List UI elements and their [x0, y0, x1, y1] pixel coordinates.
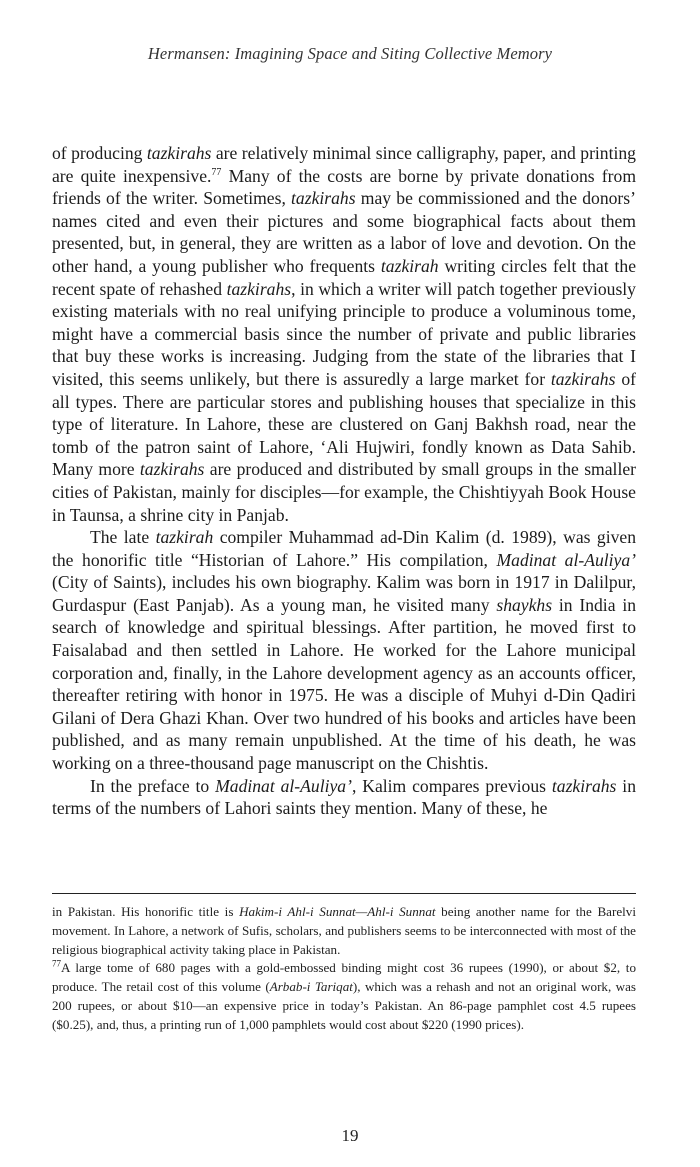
italic-term: shaykhs — [496, 594, 553, 615]
text-run: In the preface to — [90, 775, 216, 796]
text-run: writing circles felt that the recent spate of rehashed — [52, 255, 636, 299]
italic-term: Arbab-i Tariqat — [269, 979, 353, 995]
footnotes — [52, 903, 636, 1035]
text-run: in India in search of knowledge and spiritual blessings. After partition, he moved first to Faisalabad and then settled in Lahore. He worked for the Lahore municipal corporation and, finally, in the Lahore development agency as an accounts officer, thereafter retiring with honor in 1975. He was a disciple of Muhyi d-Din Qadiri Gilani of Dera Ghazi Khan. Over two hundred of his books and articles have been published, and as many remain unpublished. At the time of his death, he was working on a three-thousand page manuscript on the Chishtis. — [52, 594, 636, 774]
text-run: , Kalim compares previous — [351, 775, 552, 796]
paragraph-3 — [52, 775, 636, 820]
italic-term: tazkirahs — [550, 368, 616, 389]
text-run: may be commissioned and the donors’ names cited and even their pictures and some biographical facts about them presented, but, in general, they are written as a labor of love and devotion. On the other hand, a young publisher who frequents — [52, 188, 636, 276]
footnote-77 — [52, 959, 636, 1034]
text-run: of all types. There are particular stores and publishing houses that specialize in this type of literature. In Lahore, these are clustered on Ganj Bakhsh road, near the tomb of the patron saint of Lahore, ‘Ali Hujwiri, fondly known as Data Sahib. Many more — [52, 368, 636, 480]
text-run: , in which a writer will patch together previously existing materials with no real unifying principle to produce a voluminous tome, might have a commercial basis since the number of private and public libraries that buy these works is increasing. Judging from the state of the libraries that I visited, this seems unlikely, but there is assuredly a large market for — [52, 278, 636, 389]
footnote-ref: 77 — [211, 166, 222, 178]
italic-term: Madinat al-Auliya’ — [496, 549, 636, 570]
text-run: are produced and distributed by small groups in the smaller cities of Pakistan, mainly for disciples—for example, the Chishtiyyah Book House in Taunsa, a shrine city in Panjab. — [52, 459, 636, 525]
italic-term: tazkirahs — [291, 188, 356, 209]
text-run: Many of the costs are borne by private donations from friends of the writer. Sometimes, — [52, 165, 636, 209]
body-text — [52, 142, 636, 820]
running-head: Hermansen: Imagining Space and Siting Collective Memory — [147, 44, 553, 63]
text-run: in terms of the numbers of Lahori saints they mention. Many of these, he — [52, 775, 636, 819]
paragraph-2 — [52, 526, 636, 775]
text-run: being another name for the Barelvi movement. In Lahore, a network of Sufis, scholars, and publishers seems to be interconnected with most of the religious biographical activity taking place in Pakistan. — [52, 904, 636, 957]
text-run: in Pakistan. His honorific title is — [52, 904, 240, 919]
footnote-continued — [52, 903, 636, 959]
italic-term: tazkirahs — [551, 775, 617, 796]
text-run: A large tome of 680 pages with a gold-embossed binding might cost 36 rupees (1990), or about $2, to produce. The retail cost of this volume ( — [52, 960, 636, 995]
italic-term: tazkirahs — [146, 143, 212, 163]
text-run: compiler Muhammad ad-Din Kalim (d. 1989), was given the honorific title “Historian of Lahore.” His compilation, — [52, 527, 636, 570]
footnote-number: 77 — [52, 959, 61, 970]
italic-term: tazkirahs — [139, 459, 205, 480]
text-run: The late — [90, 527, 156, 548]
italic-term: tazkirah — [155, 527, 214, 548]
italic-term: tazkirah — [380, 255, 439, 276]
italic-term: Hakim-i Ahl-i Sunnat—Ahl-i Sunnat — [239, 904, 436, 919]
paragraph-1 — [52, 142, 636, 526]
text-run: of producing — [52, 143, 147, 163]
italic-term: Madinat al-Auliya’ — [215, 775, 352, 796]
italic-term: tazkirahs — [226, 278, 292, 299]
footnote-divider — [52, 893, 636, 894]
text-run: are relatively minimal since calligraphy, paper, and printing are quite inexpensive. — [52, 143, 636, 186]
text-run: ), which was a rehash and not an original work, was 200 rupees, or about $10—an expensive price in today’s Pakistan. An 86-page pamphlet cost 4.5 rupees ($0.25), and, thus, a printing run of 1,000 pamphlets would cost about $220 (1990 prices). — [52, 979, 636, 1032]
page-number: 19 — [341, 1126, 359, 1145]
text-run: (City of Saints), includes his own biography. Kalim was born in 1917 in Dalilpur, Gurdaspur (East Panjab). As a young man, he visited many — [52, 572, 636, 615]
